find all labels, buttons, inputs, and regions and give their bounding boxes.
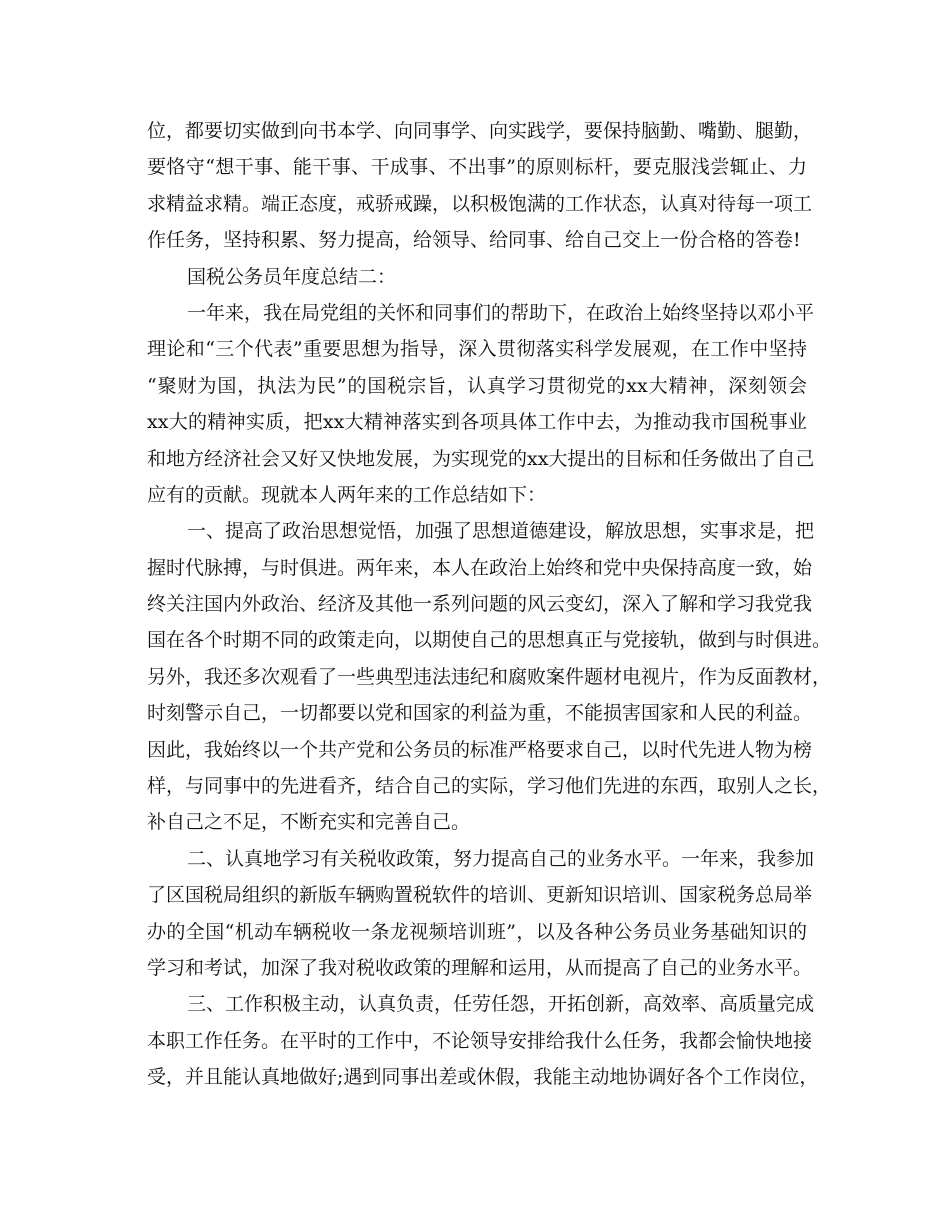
- text-line: 位，都要切实做到向书本学、向同事学、向实践学，要保持脑勤、嘴勤、腿勤，: [147, 120, 813, 142]
- text-line: xx大的精神实质，把xx大精神落实到各项具体工作中去，为推动我市国税事业: [147, 411, 807, 434]
- text-line: 时刻警示自己，一切都要以党和国家的利益为重，不能损害国家和人民的利益。: [147, 702, 813, 725]
- text-line: 作任务，坚持积累、努力提高，给领导、给同事、给自己交上一份合格的答卷!: [147, 229, 801, 252]
- text-line: 一、提高了政治思想觉悟，加强了思想道德建设，解放思想，实事求是，把: [187, 520, 815, 543]
- text-line: 了区国税局组织的新版车辆购置税软件的培训、更新知识培训、国家税务总局举: [147, 884, 813, 907]
- text-line: 理论和“三个代表”重要思想为指导，深入贯彻落实科学发展观，在工作中坚持: [147, 338, 807, 361]
- text-line: “聚财为国，执法为民”的国税宗旨，认真学习贯彻党的xx大精神，深刻领会: [147, 374, 807, 397]
- text-line: 握时代脉搏，与时俱进。两年来，本人在政治上始终和党中央保持高度一致，始: [147, 556, 813, 579]
- text-line: 办的全国“机动车辆税收一条龙视频培训班”，以及各种公务员业务基础知识的: [147, 920, 807, 943]
- text-line: 补自己之不足，不断充实和完善自己。: [147, 811, 471, 834]
- text-line: 要恪守“想干事、能干事、干成事、不出事”的原则标杆，要克服浅尝辄止、力: [147, 156, 807, 179]
- text-line: 本职工作任务。在平时的工作中，不论领导安排给我什么任务，我都会愉快地接: [147, 1029, 813, 1052]
- text-line: 和地方经济社会又好又快地发展，为实现党的xx大提出的目标和任务做出了自己: [147, 447, 815, 470]
- text-line: 国税公务员年度总结二：: [187, 265, 397, 288]
- text-line: 国在各个时期不同的政策走向，以期使自己的思想真正与党接轨，做到与时俱进。: [147, 629, 832, 652]
- text-line: 三、工作积极主动，认真负责，任劳任怨，开拓创新，高效率、高质量完成: [187, 993, 815, 1016]
- text-line: 因此，我始终以一个共产党和公务员的标准严格要求自己，以时代先进人物为榜: [147, 738, 813, 761]
- text-line: 另外，我还多次观看了一些典型违法违纪和腐败案件题材电视片，作为反面教材，: [147, 665, 832, 688]
- text-line: 学习和考试，加深了我对税收政策的理解和运用，从而提高了自己的业务水平。: [147, 956, 813, 979]
- text-line: 应有的贡献。现就本人两年来的工作总结如下：: [147, 483, 547, 506]
- text-line: 二、认真地学习有关税收政策，努力提高自己的业务水平。一年来，我参加: [187, 847, 815, 870]
- text-line: 一年来，我在局党组的关怀和同事们的帮助下，在政治上始终坚持以邓小平: [187, 301, 815, 324]
- text-line: 终关注国内外政治、经济及其他一系列问题的风云变幻，深入了解和学习我党我: [147, 593, 813, 616]
- text-line: 受，并且能认真地做好;遇到同事出差或休假，我能主动地协调好各个工作岗位，: [147, 1066, 819, 1089]
- text-line: 求精益求精。端正态度，戒骄戒躁，以积极饱满的工作状态，认真对待每一项工: [147, 192, 813, 215]
- text-line: 样，与同事中的先进看齐，结合自己的实际，学习他们先进的东西，取别人之长，: [147, 775, 832, 798]
- document-body: [147, 113, 832, 1096]
